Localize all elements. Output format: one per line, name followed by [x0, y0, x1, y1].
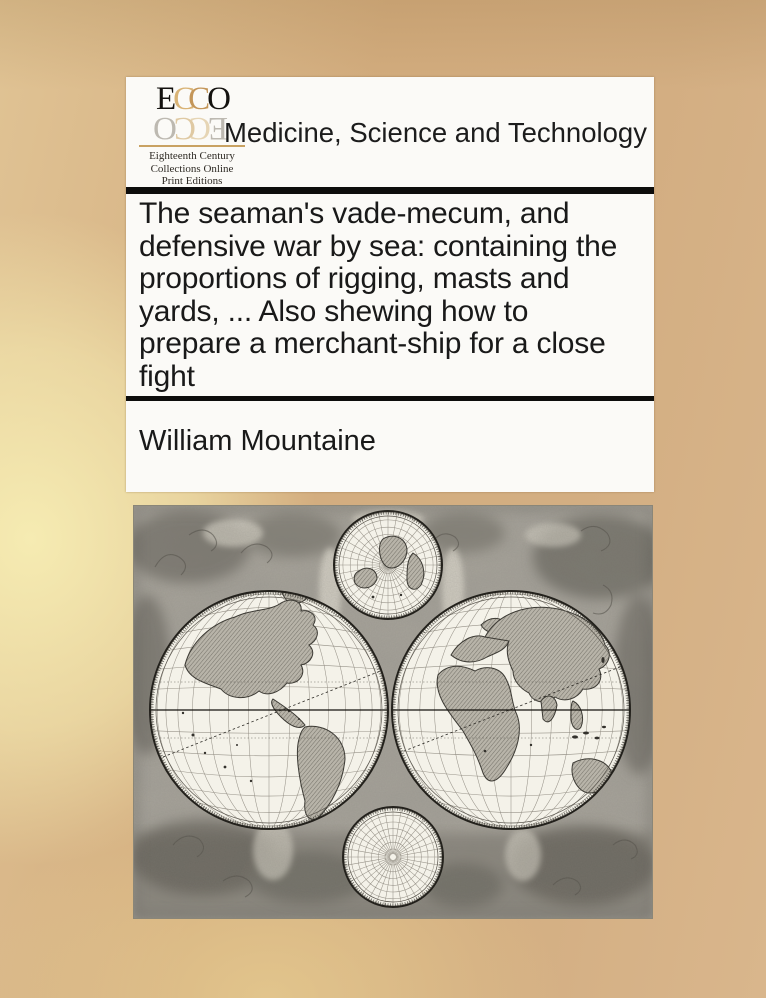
north-polar-projection — [334, 511, 442, 619]
logo-letter: C — [188, 81, 208, 117]
logo-letter: O — [155, 110, 177, 146]
logo-letter: C — [191, 110, 211, 146]
title-line: yards, ... Also shewing how to — [139, 294, 529, 328]
world-map-image — [133, 505, 653, 919]
logo-letter: C — [176, 110, 196, 146]
tagline-line: Collections Online — [150, 162, 234, 175]
tagline-line: Print Editions — [161, 175, 223, 187]
title-card — [126, 77, 654, 492]
logo-letter: O — [207, 81, 229, 117]
logo-letter: C — [173, 81, 193, 117]
south-polar-projection — [343, 807, 443, 907]
title-line: fight — [139, 359, 195, 393]
tagline-line: Eighteenth Century — [149, 150, 235, 162]
world-map-svg — [133, 505, 653, 919]
title-line: The seaman's vade-mecum, and — [139, 197, 570, 230]
logo-letter: E — [210, 110, 229, 146]
logo-letter: E — [155, 81, 174, 117]
thin-divider — [126, 396, 654, 401]
title-line: defensive war by sea: containing the — [139, 229, 618, 263]
title-line: proportions of rigging, masts and — [139, 262, 570, 295]
thick-divider — [126, 187, 654, 194]
title-line: prepare a merchant-ship for a close — [139, 327, 606, 360]
collection-title: Medicine, Science and Technology — [224, 117, 647, 148]
book-title — [139, 198, 647, 393]
ecco-tagline — [139, 150, 245, 188]
book-author: William Mountaine — [139, 425, 376, 457]
